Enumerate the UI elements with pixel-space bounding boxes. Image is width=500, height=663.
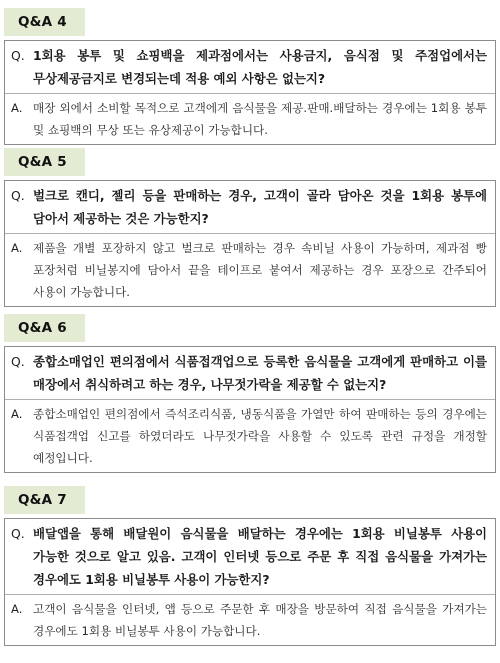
answer-prefix: A. — [11, 241, 23, 255]
qa-tag: Q&A 6 — [4, 314, 85, 342]
question-prefix: Q. — [11, 48, 25, 63]
question-text: 배달앱을 통해 배달원이 음식물을 배달하는 경우에는 1회용 비닐봉투 사용이 가능한 것으로 알고 있음. 고객이 인터넷 등으로 주문 후 직접 음식물을 가져가는 경우에도 1회용 비닐봉투 사용이 가능한지? — [33, 526, 487, 587]
question-prefix: Q. — [11, 526, 25, 541]
qa-tag: Q&A 7 — [4, 486, 85, 514]
qa-section-6 — [4, 314, 496, 473]
question-text: 종합소매업인 편의점에서 식품접객업으로 등록한 음식물을 고객에게 판매하고 이를 매장에서 취식하려고 하는 경우, 나무젓가락을 제공할 수 없는지? — [33, 354, 487, 392]
question-row — [5, 41, 495, 94]
answer-row — [5, 595, 495, 645]
qa-box — [4, 180, 496, 307]
question-row — [5, 519, 495, 595]
question-text: 1회용 봉투 및 쇼핑백을 제과점에서는 사용금지, 음식점 및 주점업에서는 무상제공금지로 변경되는데 적용 예외 사항은 없는지? — [33, 48, 487, 86]
answer-row — [5, 234, 495, 306]
question-row — [5, 347, 495, 400]
answer-prefix: A. — [11, 407, 23, 421]
question-text: 벌크로 캔디, 젤리 등을 판매하는 경우, 고객이 골라 담아온 것을 1회용 봉투에 담아서 제공하는 것은 가능한지? — [33, 188, 487, 226]
qa-section-7 — [4, 486, 496, 646]
question-prefix: Q. — [11, 188, 25, 203]
qa-section-5 — [4, 148, 496, 307]
qa-box — [4, 518, 496, 646]
answer-row — [5, 94, 495, 144]
answer-text: 매장 외에서 소비할 목적으로 고객에게 음식물을 제공.판매.배달하는 경우에는 1회용 봉투 및 쇼핑백의 무상 또는 유상제공이 가능합니다. — [33, 101, 487, 137]
qa-box — [4, 40, 496, 145]
answer-prefix: A. — [11, 101, 23, 115]
answer-text: 제품을 개별 포장하지 않고 벌크로 판매하는 경우 속비닐 사용이 가능하며, 제과점 빵 포장처럼 비닐봉지에 담아서 끝을 테이프로 붙여서 제공하는 경우 포장으로 간주되어 사용이 가능합니다. — [33, 241, 487, 299]
answer-text: 고객이 음식물을 인터넷, 앱 등으로 주문한 후 매장을 방문하여 직접 음식물을 가져가는 경우에도 1회용 비닐봉투 사용이 가능합니다. — [33, 602, 487, 638]
question-prefix: Q. — [11, 354, 25, 369]
qa-section-4 — [4, 8, 496, 145]
qa-box — [4, 346, 496, 473]
question-row — [5, 181, 495, 234]
qa-tag: Q&A 5 — [4, 148, 85, 176]
qa-tag: Q&A 4 — [4, 8, 85, 36]
answer-row — [5, 400, 495, 472]
answer-prefix: A. — [11, 602, 23, 616]
answer-text: 종합소매업인 편의점에서 즉석조리식품, 냉동식품을 가열만 하여 판매하는 등의 경우에는 식품접객업 신고를 하였더라도 나무젓가락을 사용할 수 있도록 관련 규정을 개정할 예정입니다. — [33, 407, 487, 465]
